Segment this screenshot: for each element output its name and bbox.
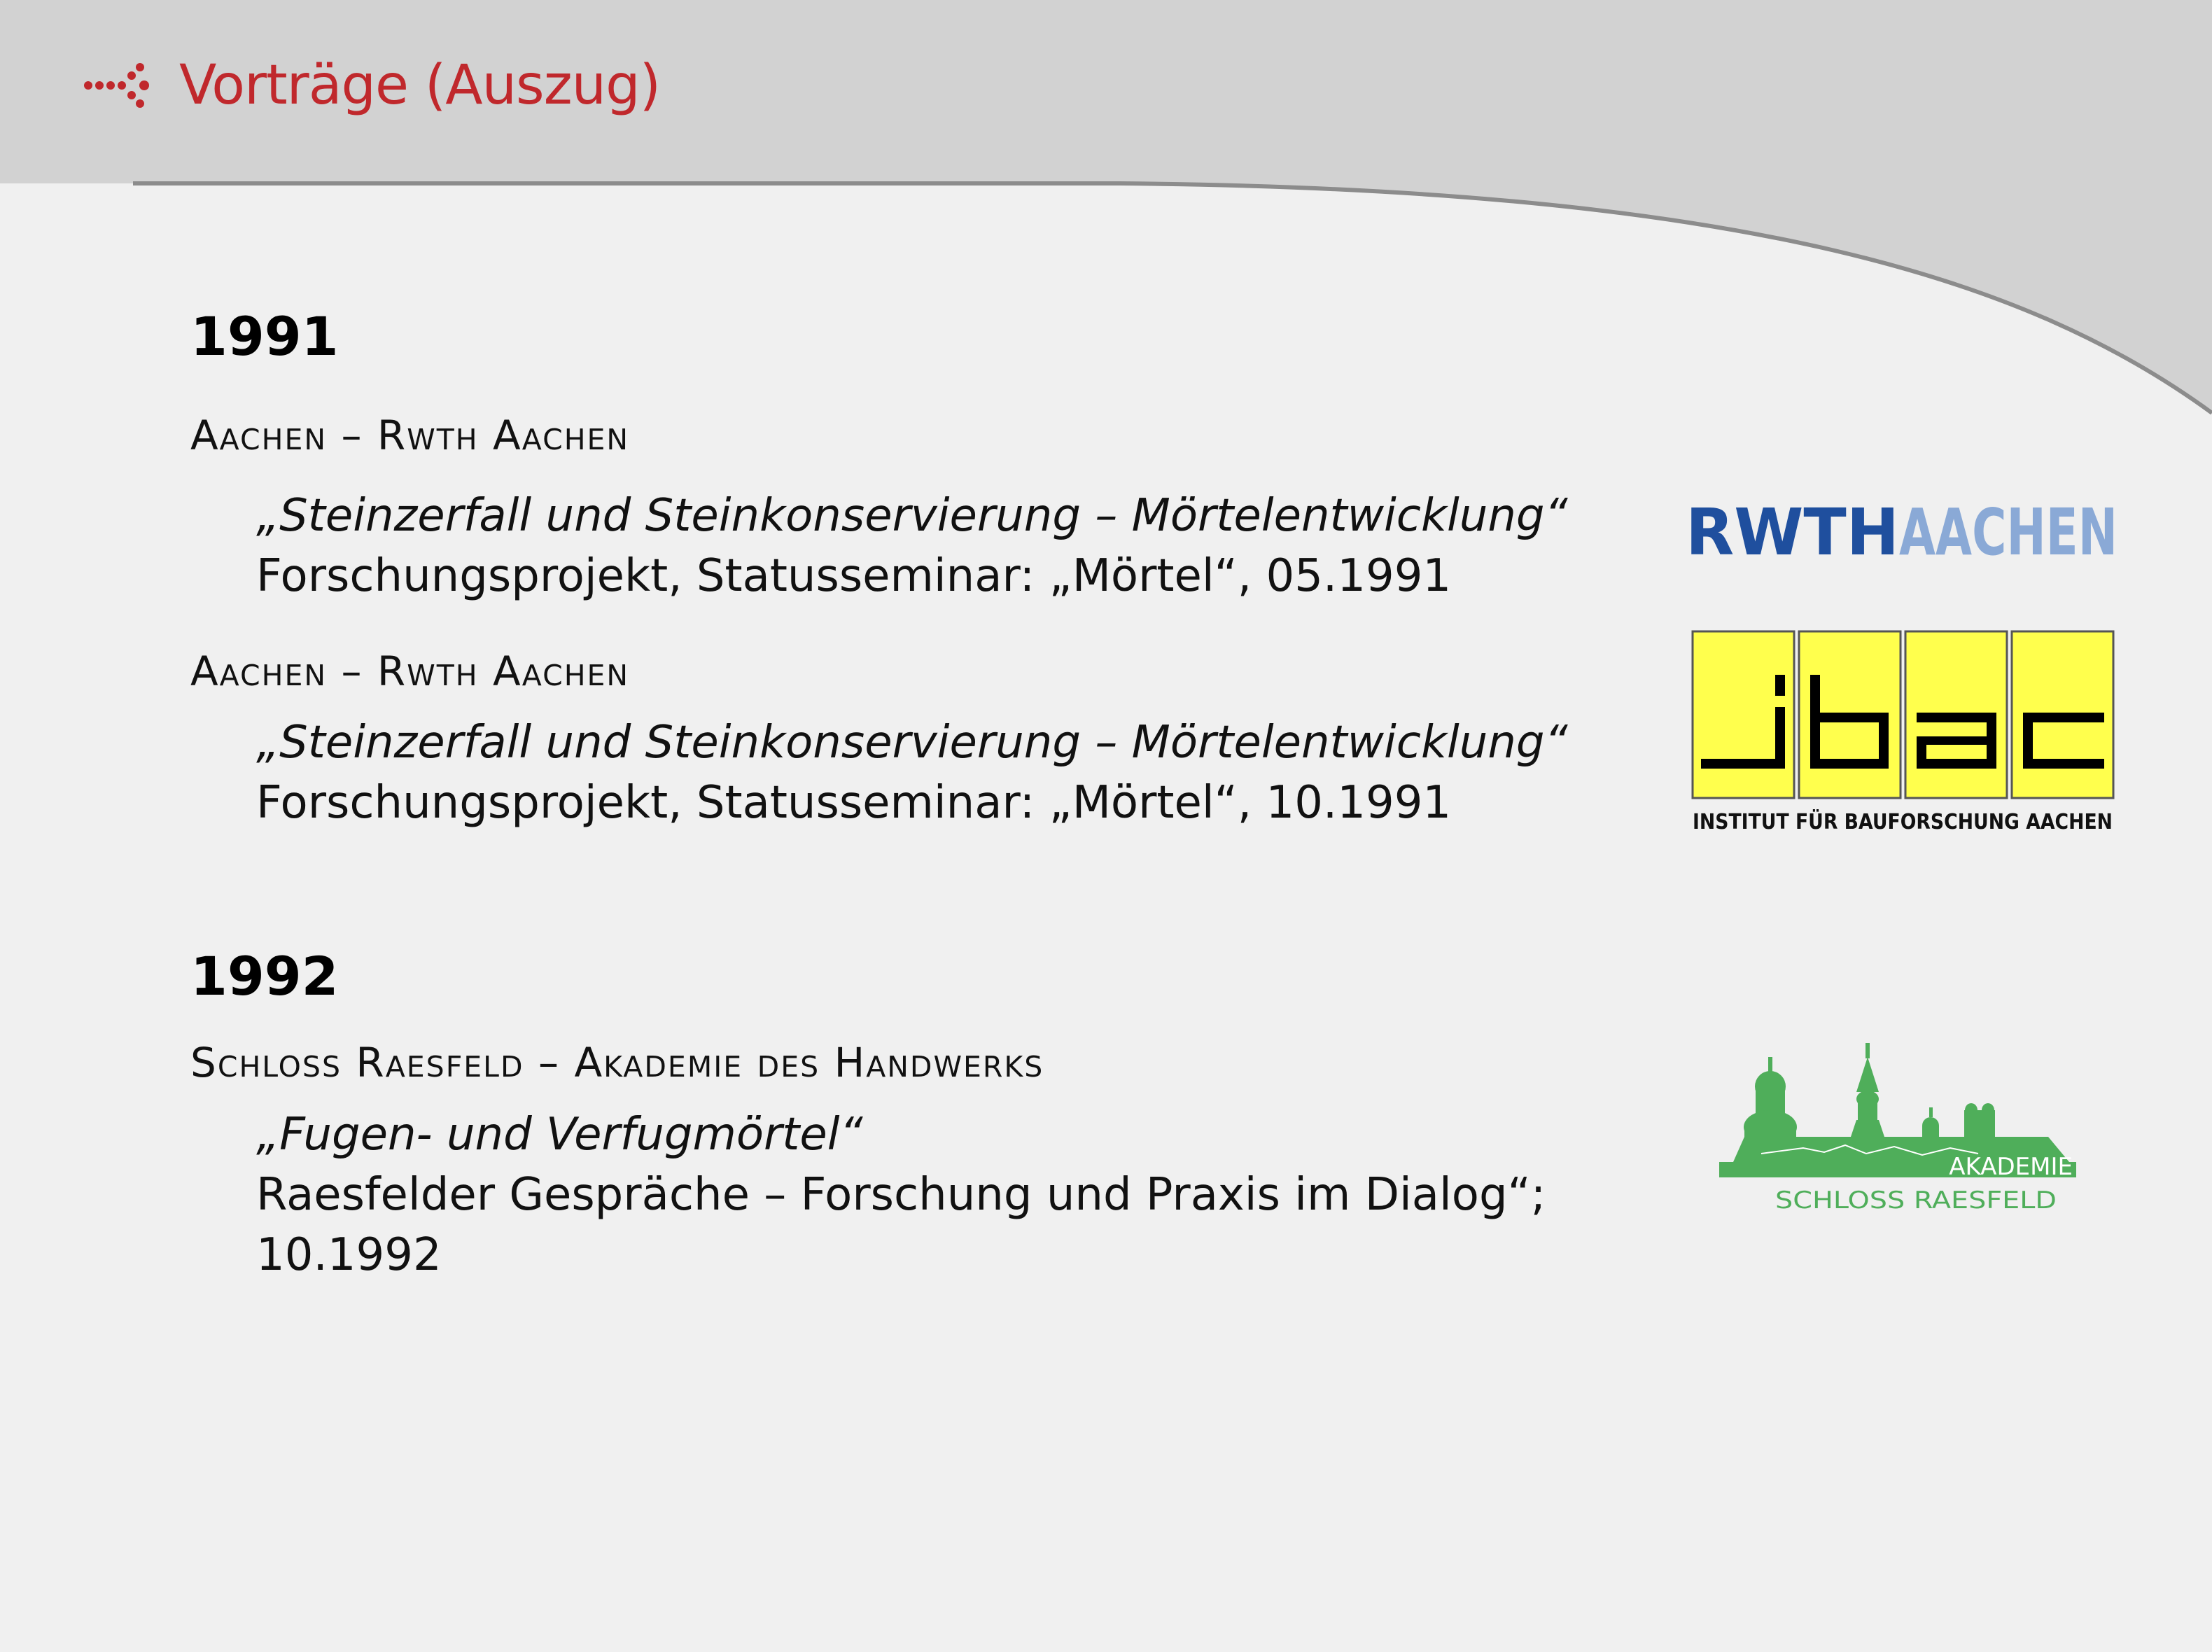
organization: Schloss Raesfeld – Akademie des Handwerks: [190, 1039, 1044, 1086]
page-title: Vorträge (Auszug): [179, 54, 661, 117]
raesfeld-logo-line1: AKADEMIE: [1949, 1153, 2073, 1181]
lecture-entry: [256, 1105, 1546, 1285]
organization: Aachen – Rwth Aachen: [190, 648, 630, 695]
lecture-title: „Steinzerfall und Steinkonservierung – Mörtelentwicklung“: [256, 490, 1568, 542]
lecture-title: „Fugen- und Verfugmörtel“: [256, 1109, 863, 1161]
lecture-detail: Forschungsprojekt, Statusseminar: „Mörtel“, 10.1991: [256, 777, 1452, 829]
organization: Aachen – Rwth Aachen: [190, 412, 630, 459]
rwth-logo-part2: AACHEN: [1899, 495, 2118, 570]
year-heading: 1992: [190, 945, 339, 1007]
slide-header: [83, 43, 660, 127]
year-heading: 1991: [190, 305, 339, 368]
ibac-logo: [1691, 630, 2165, 840]
lecture-entry: [256, 713, 1568, 833]
rwth-aachen-logo: [1686, 495, 2120, 570]
lecture-entry: [256, 486, 1568, 606]
lecture-detail: Forschungsprojekt, Statusseminar: „Mörtel“, 05.1991: [256, 550, 1452, 602]
raesfeld-logo-line2: SCHLOSS RAESFELD: [1775, 1186, 2057, 1214]
dotted-arrow-icon: [83, 57, 151, 113]
ibac-caption: INSTITUT FÜR BAUFORSCHUNG AACHEN: [1693, 810, 2165, 834]
lecture-title: „Steinzerfall und Steinkonservierung – Mörtelentwicklung“: [256, 717, 1568, 769]
lecture-detail: Raesfelder Gespräche – Forschung und Praxis im Dialog“;: [256, 1169, 1546, 1221]
akademie-schloss-raesfeld-logo: [1719, 1043, 2083, 1218]
rwth-logo-part1: RWTH: [1686, 495, 1899, 570]
lecture-date: 10.1992: [256, 1229, 442, 1281]
